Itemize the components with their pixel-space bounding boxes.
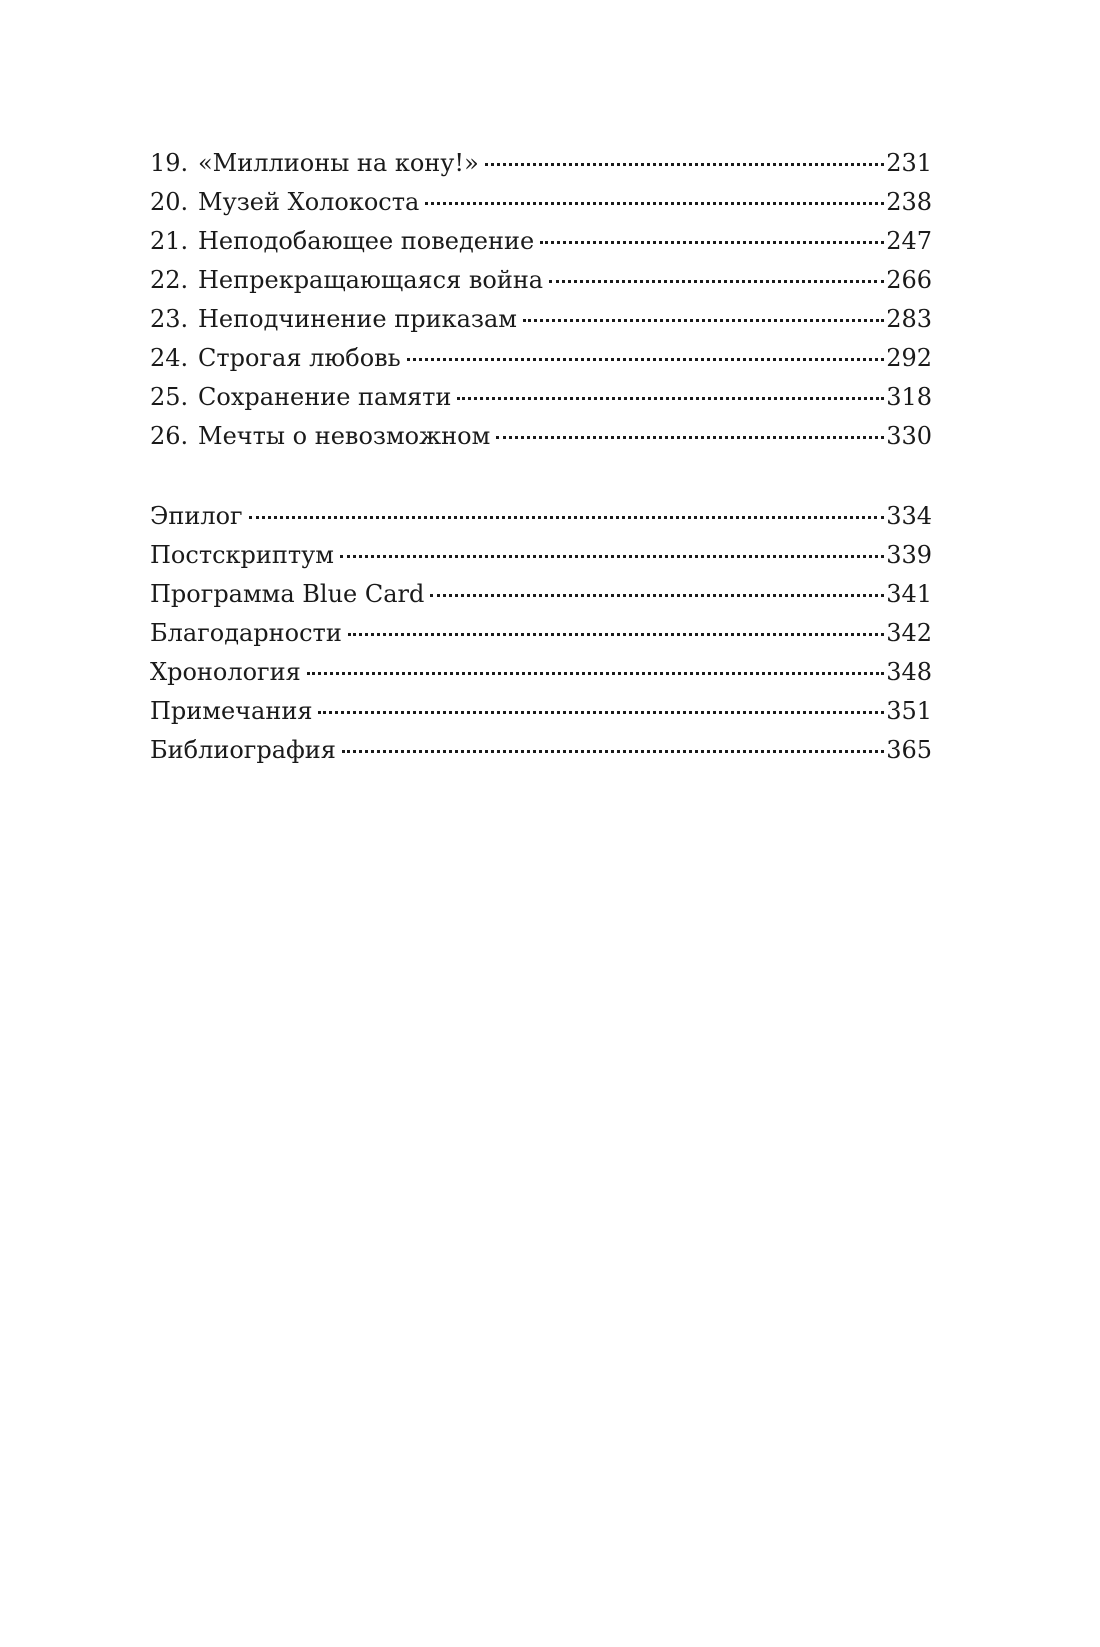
dot-leader [307,672,884,675]
dot-leader [318,711,884,714]
chapter-title: «Миллионы на кону!» [198,149,479,177]
page-number: 330 [886,422,932,450]
dot-leader [485,163,884,166]
toc-chapters [150,144,932,456]
toc-entry [150,222,932,261]
dot-leader [523,319,884,322]
dot-leader [425,202,884,205]
toc-entry [150,692,932,731]
page-number: 318 [886,383,932,411]
chapter-title: Неподобающее поведение [198,227,535,255]
toc-entry [150,144,932,183]
toc-entry [150,339,932,378]
section-title: Хронология [150,658,301,686]
page-number: 247 [886,227,932,255]
toc-entry [150,653,932,692]
section-title: Библиография [150,736,336,764]
dot-leader [340,555,884,558]
page-number: 283 [886,305,932,333]
toc-entry [150,536,932,575]
toc-entry [150,497,932,536]
section-title: Благодарности [150,619,342,647]
toc-entry [150,575,932,614]
toc-entry [150,614,932,653]
chapter-number: 24. [150,344,189,372]
chapter-title: Музей Холокоста [198,188,420,216]
dot-leader [549,280,884,283]
toc-entry [150,731,932,770]
page-number: 238 [886,188,932,216]
toc-entry [150,417,932,456]
page-number: 292 [886,344,932,372]
chapter-title: Неподчинение приказам [198,305,517,333]
dot-leader [540,241,884,244]
chapter-number: 21. [150,227,189,255]
dot-leader [430,594,884,597]
page-number: 334 [886,502,932,530]
page-number: 266 [886,266,932,294]
chapter-title: Непрекращающаяся война [198,266,544,294]
dot-leader [407,358,884,361]
page-number: 231 [886,149,932,177]
page-number: 365 [886,736,932,764]
chapter-title: Сохранение памяти [198,383,452,411]
toc-entry [150,183,932,222]
page-number: 341 [886,580,932,608]
page-number: 339 [886,541,932,569]
dot-leader [342,750,884,753]
section-title: Программа Blue Card [150,580,425,608]
page-number: 348 [886,658,932,686]
chapter-number: 19. [150,149,189,177]
dot-leader [348,633,884,636]
chapter-number: 26. [150,422,189,450]
section-title: Эпилог [150,502,243,530]
chapter-number: 22. [150,266,189,294]
toc-entry [150,378,932,417]
section-title: Постскриптум [150,541,334,569]
chapter-title: Мечты о невозможном [198,422,491,450]
dot-leader [249,516,885,519]
toc-back-matter [150,497,932,770]
toc-entry [150,261,932,300]
chapter-number: 23. [150,305,189,333]
chapter-number: 25. [150,383,189,411]
section-title: Примечания [150,697,313,725]
chapter-number: 20. [150,188,189,216]
page-number: 342 [886,619,932,647]
dot-leader [457,397,884,400]
toc-entry [150,300,932,339]
page-number: 351 [886,697,932,725]
dot-leader [496,436,884,439]
chapter-title: Строгая любовь [198,344,401,372]
